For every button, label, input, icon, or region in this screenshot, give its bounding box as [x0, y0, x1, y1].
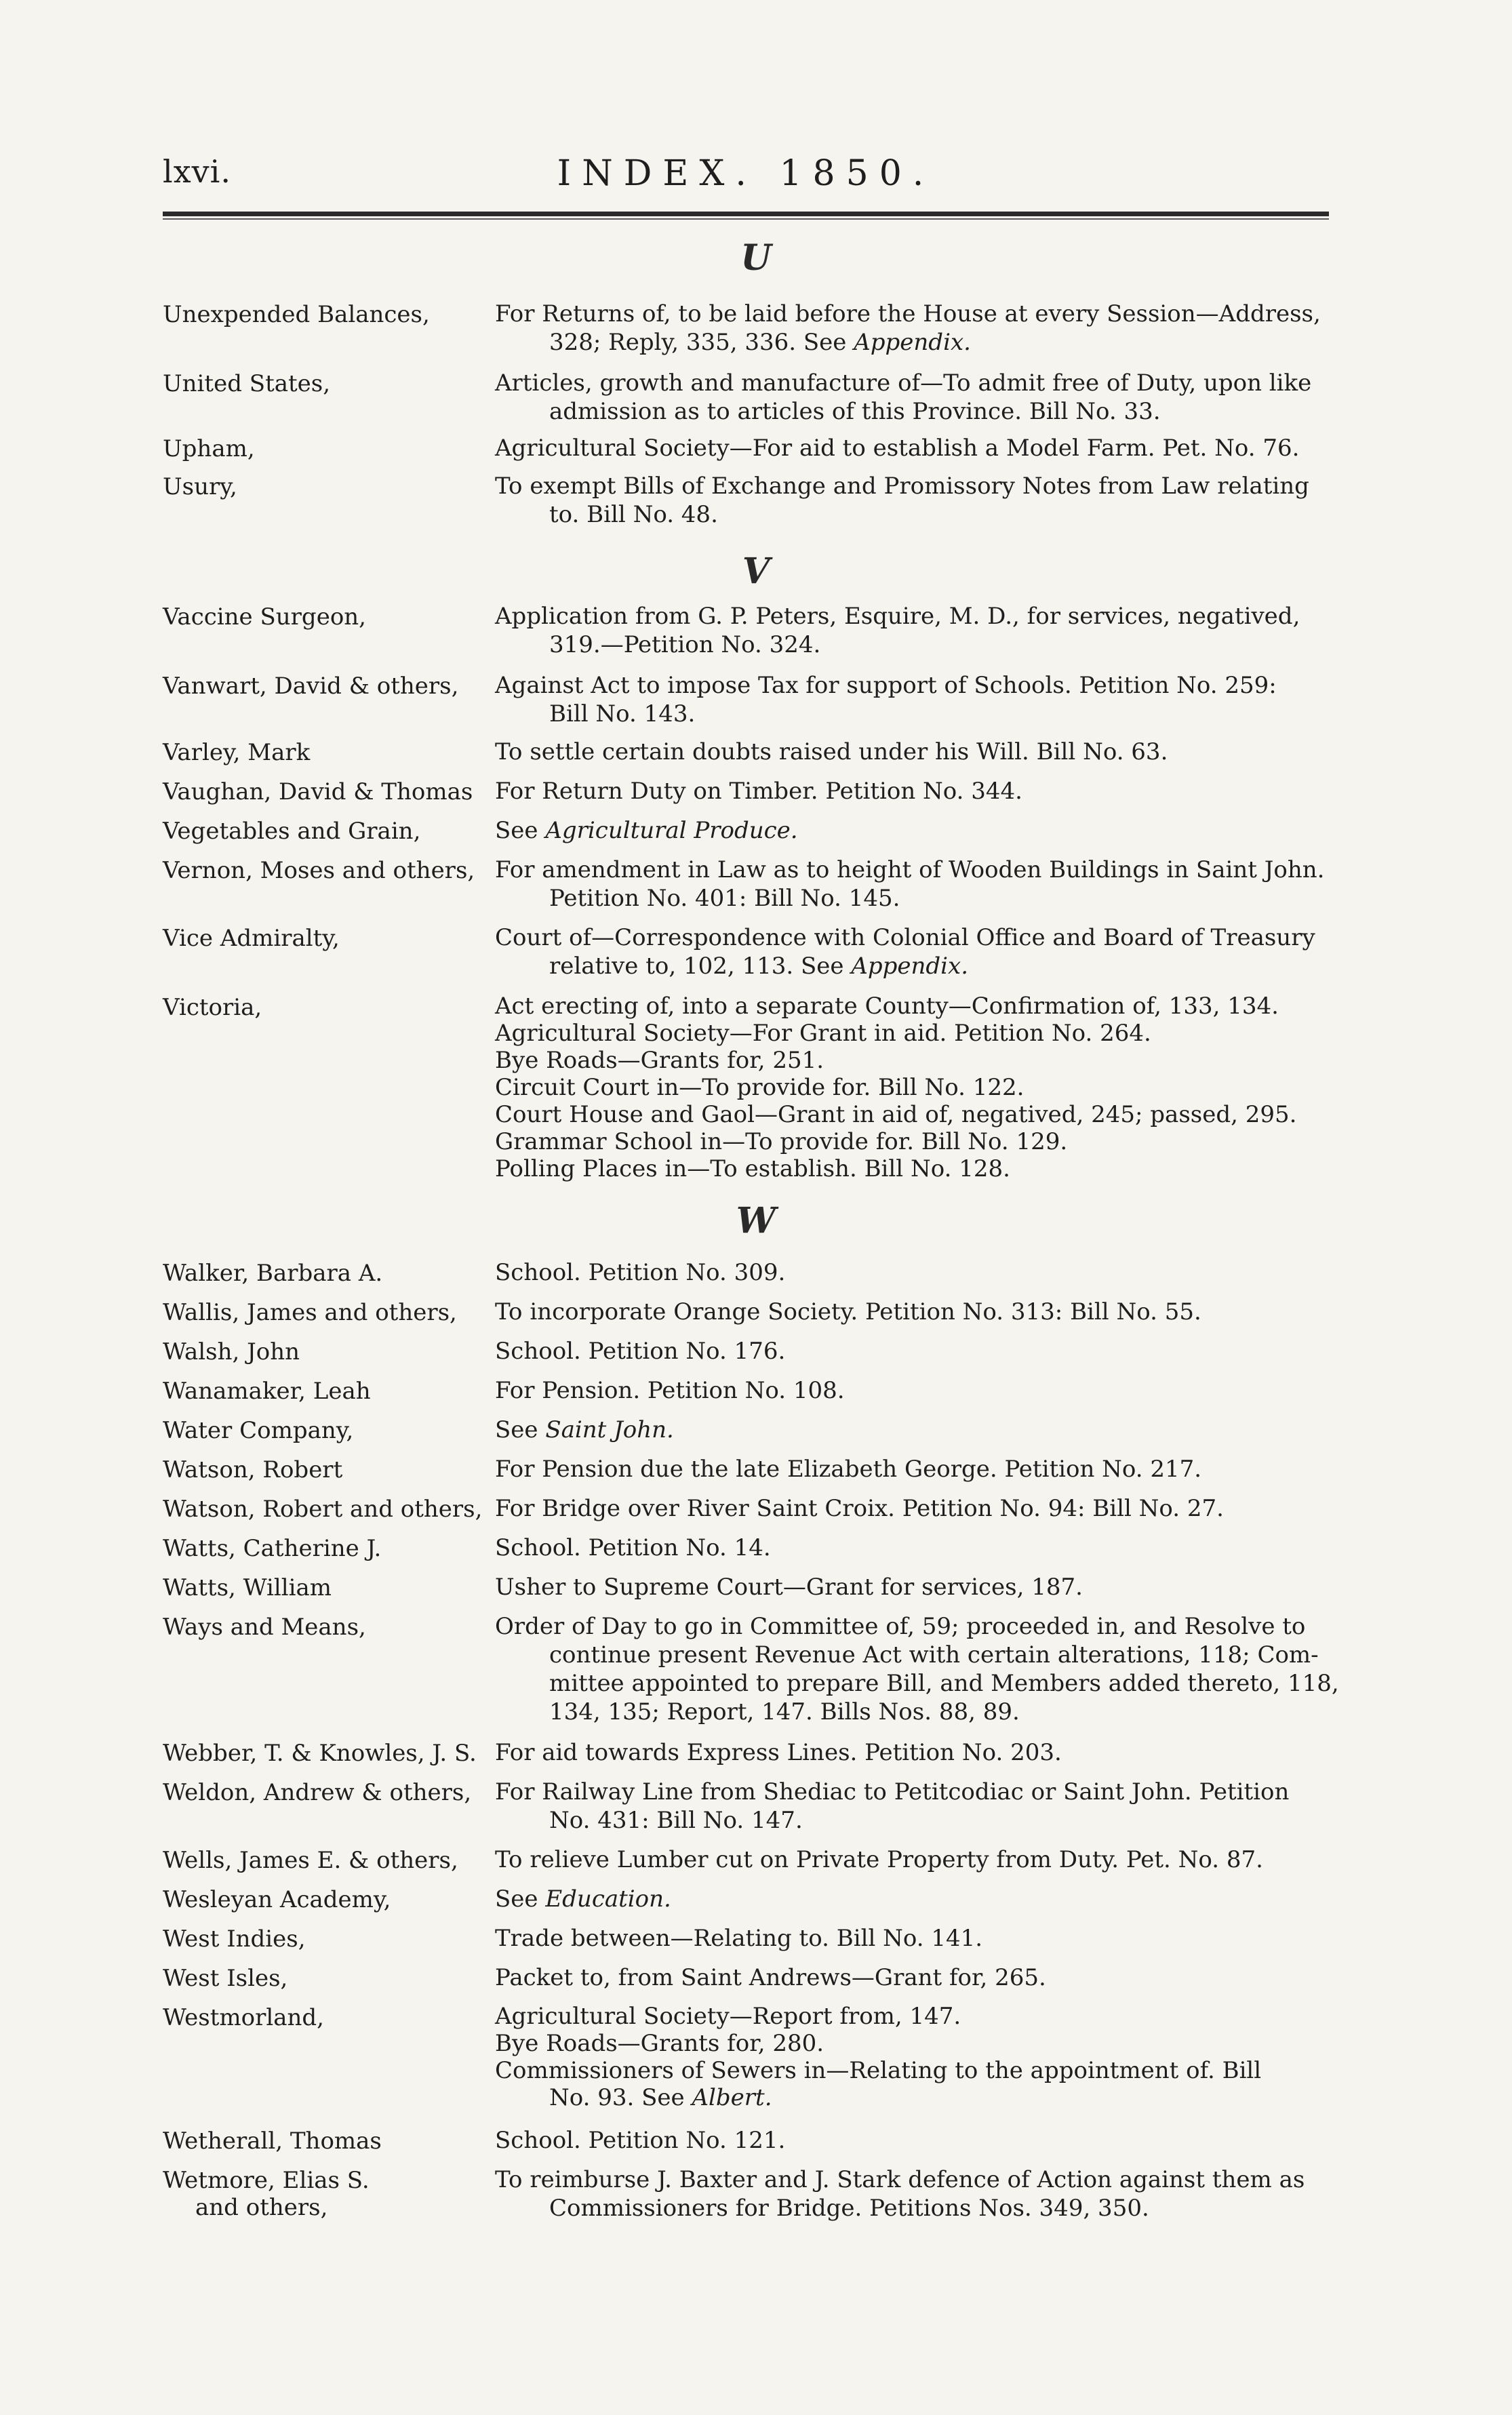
entry-description: See Agricultural Produce.: [495, 817, 798, 844]
entry-description: School. Petition No. 176.: [495, 1338, 786, 1365]
section-letter-u: U: [740, 237, 772, 279]
entry-term: Walker, Barbara A.: [163, 1260, 383, 1287]
entry-description: For Bridge over River Saint Croix. Petition No. 94: Bill No. 27.: [495, 1495, 1224, 1522]
entry-description: See Saint John.: [495, 1416, 674, 1443]
entry-description: School. Petition No. 14.: [495, 1534, 771, 1561]
entry-description: For Pension due the late Elizabeth George. Petition No. 217.: [495, 1456, 1202, 1483]
entry-term: Wallis, James and others,: [163, 1299, 457, 1326]
entry-description: Articles, growth and manufacture of—To admit free of Duty, upon like admission as to articles of this Province. Bill No. 33.: [495, 370, 1312, 425]
entry-term: Wesleyan Academy,: [163, 1886, 391, 1913]
entry-description: For Pension. Petition No. 108.: [495, 1377, 845, 1404]
entry-term: Ways and Means,: [163, 1614, 366, 1641]
entry-description: Court of—Correspondence with Colonial Office and Board of Treasury relative to, 102, 113. See Appendix.: [495, 924, 1315, 980]
header-rule: [163, 212, 1329, 220]
entry-description: To settle certain doubts raised under his Will. Bill No. 63.: [495, 738, 1168, 765]
entry-term: Varley, Mark: [163, 739, 311, 766]
entry-term: Watts, Catherine J.: [163, 1535, 382, 1562]
entry-description: Against Act to impose Tax for support of Schools. Petition No. 259: Bill No. 143.: [495, 672, 1277, 727]
entry-description: To reimburse J. Baxter and J. Stark defence of Action against them as Commissioners for Bridge. Petitions Nos. 349, 350.: [495, 2166, 1305, 2222]
entry-description: To incorporate Orange Society. Petition No. 313: Bill No. 55.: [495, 1298, 1201, 1325]
entry-term: Vegetables and Grain,: [163, 818, 421, 845]
entry-term: West Indies,: [163, 1925, 306, 1953]
entry-description: For amendment in Law as to height of Wooden Buildings in Saint John. Petition No. 401: Bill No. 145.: [495, 856, 1325, 912]
entry-description: To relieve Lumber cut on Private Property from Duty. Pet. No. 87.: [495, 1846, 1263, 1873]
entry-description: To exempt Bills of Exchange and Promissory Notes from Law relating to. Bill No. 48.: [495, 473, 1309, 528]
entry-term: Wanamaker, Leah: [163, 1378, 371, 1405]
section-letter-v: V: [742, 551, 770, 592]
entry-description: For Returns of, to be laid before the House at every Session—Address, 328; Reply, 335, 336. See Appendix.: [495, 300, 1321, 356]
entry-description: Trade between—Relating to. Bill No. 141.: [495, 1925, 983, 1952]
entry-term: Upham,: [163, 435, 255, 462]
entry-term: Water Company,: [163, 1417, 354, 1444]
entry-description: Usher to Supreme Court—Grant for services, 187.: [495, 1574, 1083, 1601]
entry-term: United States,: [163, 370, 331, 397]
entry-term: Vice Admiralty,: [163, 925, 340, 952]
entry-term: Vanwart, David & others,: [163, 673, 459, 700]
entry-term: Vaccine Surgeon,: [163, 603, 366, 631]
entry-term: Wetmore, Elias S. and others,: [163, 2167, 370, 2221]
entry-description: Agricultural Society—Report from, 147. Bye Roads—Grants for, 280. Commissioners of Sewers in—Relating to the appointment of. Bill No. 93. See Albert.: [495, 2003, 1262, 2111]
entry-term: Weldon, Andrew & others,: [163, 1779, 472, 1806]
entry-term: Vernon, Moses and others,: [163, 857, 475, 884]
entry-term: Watson, Robert: [163, 1456, 343, 1483]
entry-description: Application from G. P. Peters, Esquire, M. D., for services, negatived, 319.—Petition No. 324.: [495, 603, 1300, 658]
entry-description: Order of Day to go in Committee of, 59; proceeded in, and Resolve to continue present Revenue Act with certain alterations, 118; Com- mittee appointed to prepare Bill, and Members added thereto, 118, 134, 135; Report, 147. Bills Nos. 88, 89.: [495, 1613, 1339, 1725]
entry-term: Vaughan, David & Thomas: [163, 778, 473, 805]
section-letter-w: W: [736, 1200, 776, 1241]
entry-term: Westmorland,: [163, 2004, 324, 2031]
page-number: lxvi.: [163, 153, 231, 190]
entry-term: Wells, James E. & others,: [163, 1847, 458, 1874]
entry-term: Wetherall, Thomas: [163, 2128, 382, 2155]
entry-description: For Return Duty on Timber. Petition No. 344.: [495, 778, 1022, 805]
entry-description: For Railway Line from Shediac to Petitcodiac or Saint John. Petition No. 431: Bill No. 147.: [495, 1778, 1290, 1834]
entry-term: Victoria,: [163, 994, 262, 1021]
entry-description: For aid towards Express Lines. Petition No. 203.: [495, 1739, 1062, 1766]
entry-term: Watson, Robert and others,: [163, 1496, 483, 1523]
page-title: INDEX. 1850.: [557, 153, 935, 194]
page-header: [163, 153, 1329, 207]
entry-term: Unexpended Balances,: [163, 301, 430, 328]
entry-description: School. Petition No. 309.: [495, 1259, 786, 1286]
entry-term: Walsh, John: [163, 1338, 300, 1365]
entry-term: West Isles,: [163, 1965, 288, 1992]
entry-description: Packet to, from Saint Andrews—Grant for, 265.: [495, 1964, 1046, 1991]
entry-description: Act erecting of, into a separate County—Confirmation of, 133, 134. Agricultural Society—For Grant in aid. Petition No. 264. Bye Roads—Grants for, 251. Circuit Court in—To provide for. Bill No. 122. Court House and Gaol—Grant in aid of, negatived, 245; passed, 295. Grammar School in—To provide for. Bill No. 129. Polling Places in—To establish. Bill No. 128.: [495, 993, 1297, 1182]
entry-description: School. Petition No. 121.: [495, 2127, 786, 2154]
entry-description: Agricultural Society—For aid to establish a Model Farm. Pet. No. 76.: [495, 435, 1300, 462]
entry-term: Usury,: [163, 473, 237, 500]
entry-term: Watts, William: [163, 1574, 332, 1601]
entry-term: Webber, T. & Knowles, J. S.: [163, 1740, 477, 1767]
entry-description: See Education.: [495, 1885, 671, 1913]
